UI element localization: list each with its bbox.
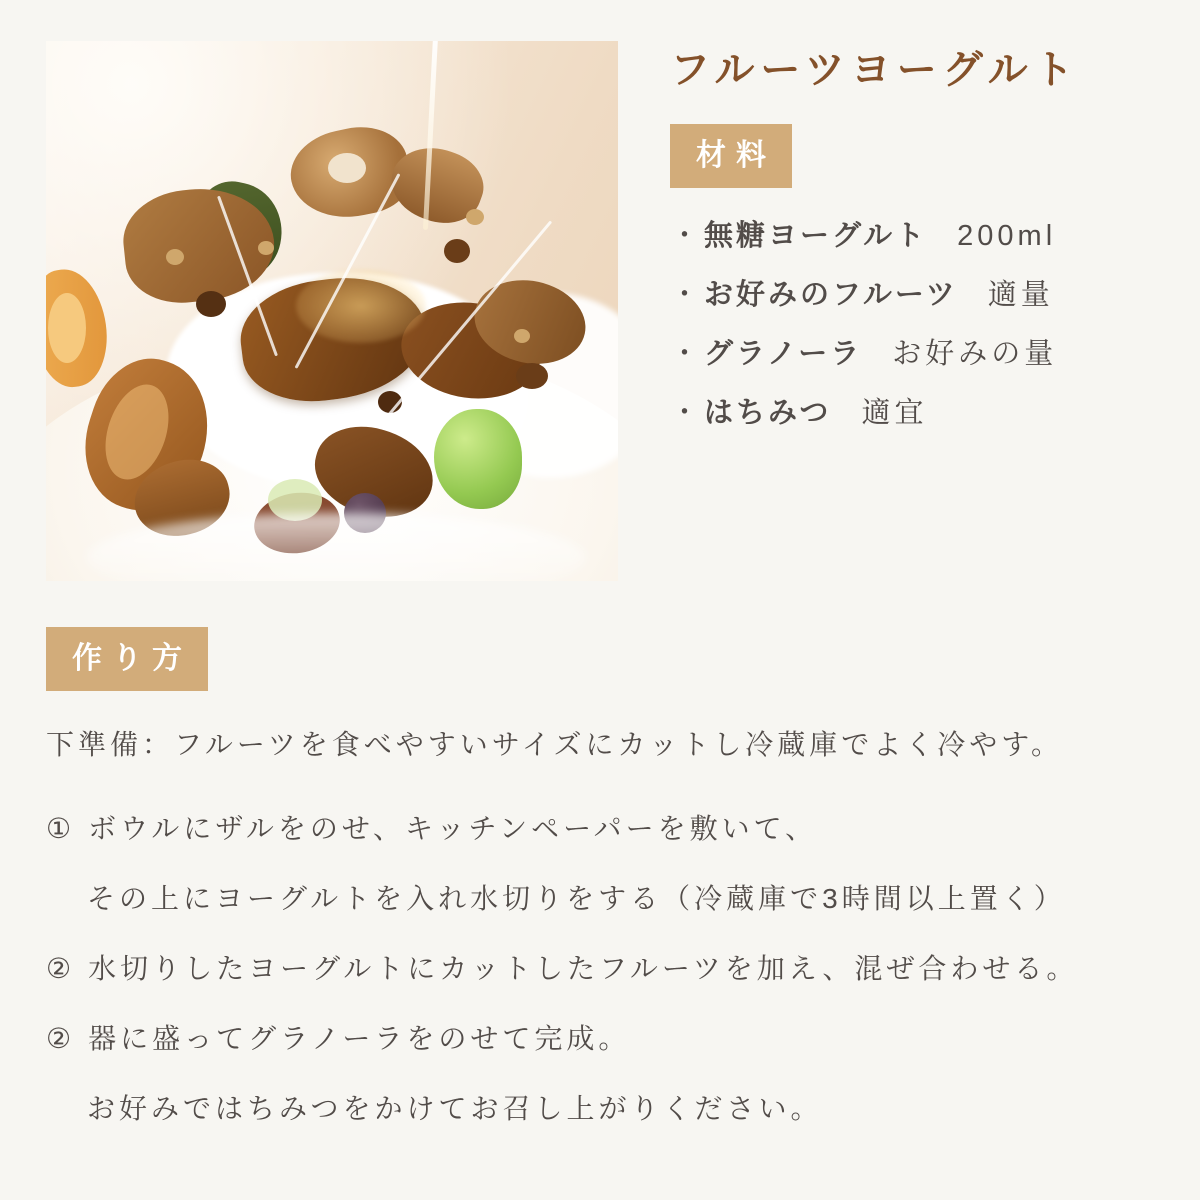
- granola-crumb: [514, 329, 530, 343]
- step-row: [46, 809, 1168, 849]
- granola-crumb: [444, 239, 470, 263]
- step-row: [46, 1019, 1168, 1059]
- recipe-photo: [46, 41, 618, 581]
- ingredient-amount: 適宜: [861, 397, 928, 429]
- step-number-icon: ②: [46, 953, 76, 984]
- step-row: [46, 949, 1168, 989]
- ingredient-name: 無糖ヨーグルト: [704, 220, 928, 252]
- step-text: お好みではちみつをかけてお召し上がりください。: [87, 1093, 823, 1124]
- steps-section: [46, 627, 1168, 1129]
- ingredient-row: [670, 275, 1170, 315]
- steps-label: 作り方: [46, 627, 208, 691]
- granola-crumb: [196, 291, 226, 317]
- page-title: フルーツヨーグルト: [670, 48, 1080, 92]
- bullet-icon: ・: [670, 397, 703, 429]
- bullet-icon: ・: [670, 279, 703, 311]
- ingredients-list: [670, 216, 1170, 433]
- step-number-icon: ②: [46, 1023, 76, 1054]
- ingredient-amount: 適量: [987, 279, 1054, 311]
- orange-inner-shape: [48, 293, 86, 363]
- step-row-continuation: [46, 879, 1168, 919]
- step-text: 水切りしたヨーグルトにカットしたフルーツを加え、混ぜ合わせる。: [88, 953, 1079, 984]
- ingredient-name: グラノーラ: [704, 338, 863, 370]
- bullet-icon: ・: [670, 338, 703, 370]
- step-row-continuation: [46, 1089, 1168, 1129]
- ingredient-row: [670, 216, 1170, 256]
- ingredients-label: 材料: [670, 124, 792, 188]
- granola-crumb: [258, 241, 274, 255]
- prep-note: 下準備：フルーツを食べやすいサイズにカットし冷蔵庫でよく冷やす。: [46, 729, 1064, 760]
- granola-crumb: [516, 363, 548, 389]
- ingredients-section: [670, 48, 1170, 452]
- step-text: その上にヨーグルトを入れ水切りをする（冷蔵庫で3時間以上置く）: [87, 883, 1066, 914]
- ingredient-amount: 200ml: [957, 220, 1057, 252]
- ingredient-row: [670, 393, 1170, 433]
- step-text: 器に盛ってグラノーラをのせて完成。: [88, 1023, 631, 1054]
- ingredient-amount: お好みの量: [892, 338, 1058, 370]
- step-text: ボウルにザルをのせ、キッチンペーパーを敷いて、: [88, 813, 818, 844]
- ingredient-row: [670, 334, 1170, 374]
- green-grape-shape: [434, 409, 522, 509]
- bullet-icon: ・: [670, 220, 703, 252]
- step-number-icon: ①: [46, 813, 76, 844]
- ingredient-name: お好みのフルーツ: [704, 279, 958, 311]
- ingredient-name: はちみつ: [704, 397, 832, 429]
- granola-crumb: [166, 249, 184, 265]
